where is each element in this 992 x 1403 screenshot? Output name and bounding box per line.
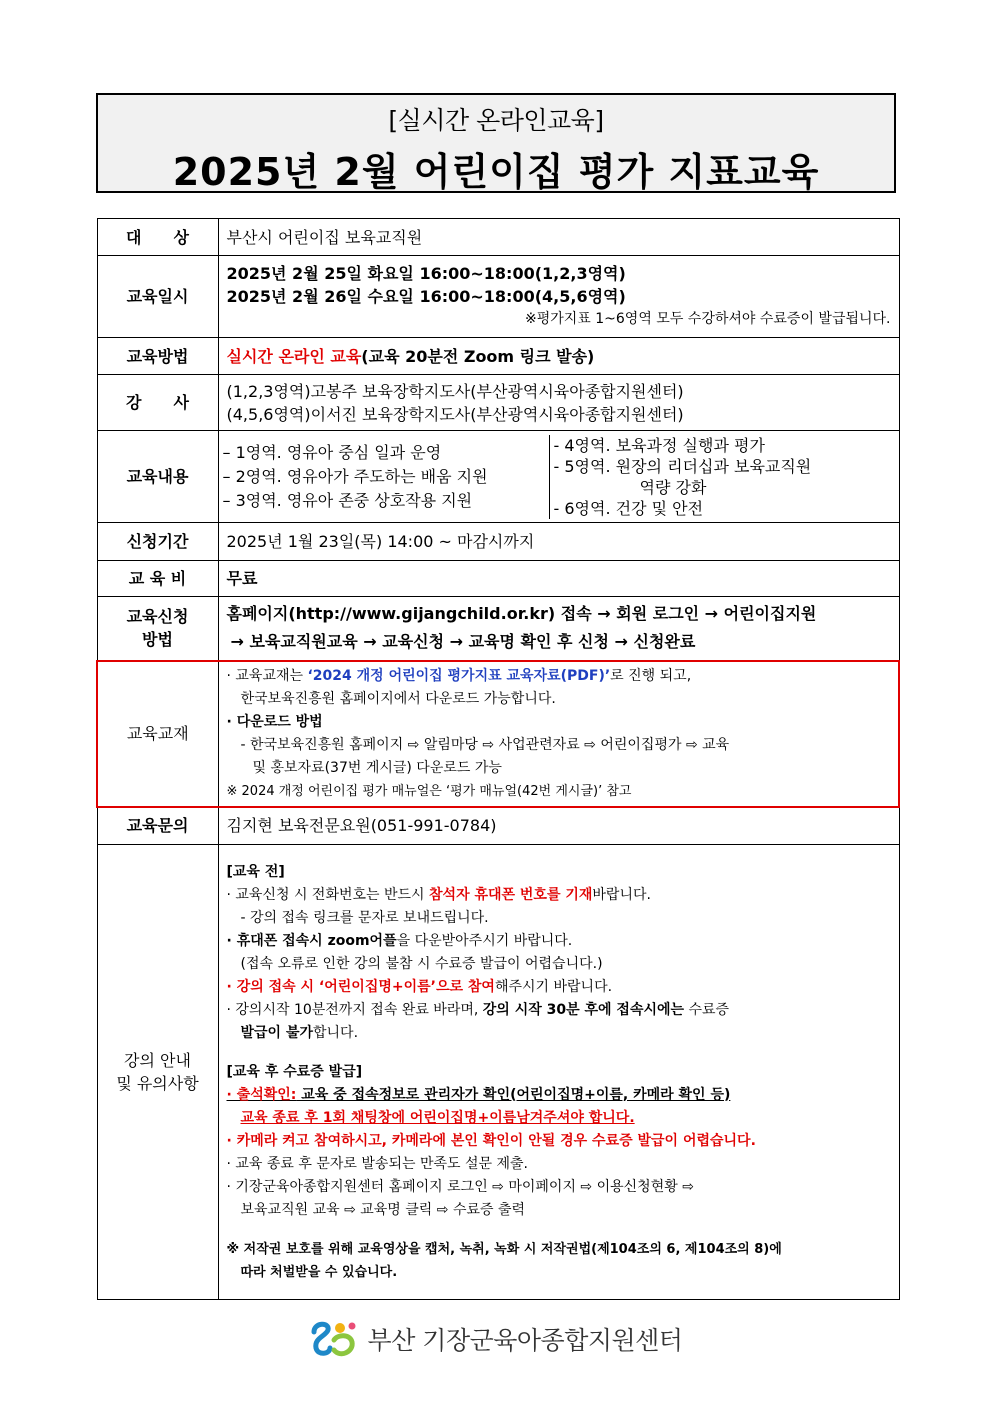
notice-b1c: 바랍니다. bbox=[592, 886, 651, 903]
value-fee: 무료 bbox=[218, 561, 899, 597]
label-method: 교육방법 bbox=[97, 338, 218, 375]
notice-c1: ※ 저작권 보호를 위해 교육영상을 캡처, 녹취, 녹화 시 저작권법(제104조의 6, 제104조의 8)에 bbox=[226, 1241, 782, 1257]
material-pdf-title: ‘2024 개정 어린이집 평가지표 교육자료(PDF)’ bbox=[307, 667, 611, 684]
date-note: ※평가지표 1~6영역 모두 수강하셔야 수료증이 발급됩니다. bbox=[524, 311, 891, 327]
label-period: 신청기간 bbox=[97, 523, 218, 561]
label-target: 대 상 bbox=[97, 219, 218, 256]
label-date: 교육일시 bbox=[97, 256, 218, 338]
content-right-3: 역량 강화 bbox=[639, 477, 707, 497]
notice-before-title: [교육 전] bbox=[226, 863, 285, 880]
row-content bbox=[97, 431, 899, 523]
content-right-1: - 4영역. 보육과정 실행과 평가 bbox=[553, 435, 765, 455]
label-contact: 교육문의 bbox=[97, 807, 218, 845]
notice-a4: · 교육 종료 후 문자로 발송되는 만족도 설문 제출. bbox=[226, 1155, 528, 1172]
label-notice-1: 강의 안내 bbox=[124, 1051, 191, 1070]
date-line-1: 2025년 2월 25일 화요일 16:00~18:00(1,2,3영역) bbox=[226, 264, 626, 283]
notice-b3a: · 휴대폰 접속시 zoom어플 bbox=[226, 932, 397, 949]
page-title: 2025년 2월 어린이집 평가 지표교육 bbox=[172, 150, 820, 194]
row-method bbox=[97, 338, 899, 375]
notice-b3b: 을 다운받아주시기 바랍니다. bbox=[396, 932, 573, 949]
notice-a3: · 카메라 켜고 참여하시고, 카메라에 본인 확인이 안될 경우 수료증 발급이 어렵습니다. bbox=[226, 1132, 756, 1149]
content-right-4: - 6영역. 건강 및 안전 bbox=[553, 498, 704, 518]
content-left-3: – 3영역. 영유아 존중 상호작용 지원 bbox=[222, 490, 473, 510]
notice-b7b: 합니다. bbox=[313, 1024, 359, 1041]
lecturer-line-1: (1,2,3영역)고봉주 보육장학지도사(부산광역시육아종합지원센터) bbox=[226, 381, 684, 401]
material-line-6: ※ 2024 개정 어린이집 평가 매뉴얼은 ‘평가 매뉴얼(42번 게시글)’ 참고 bbox=[226, 783, 632, 799]
content-right-2: - 5영역. 원장의 리더십과 보육교직원 bbox=[553, 456, 812, 476]
notice-b1a: · 교육신청 시 전화번호는 반드시 bbox=[226, 886, 430, 903]
row-material bbox=[97, 661, 899, 807]
notice-c2: 따라 처벌받을 수 있습니다. bbox=[240, 1264, 398, 1280]
row-target bbox=[97, 219, 899, 256]
date-line-2: 2025년 2월 26일 수요일 16:00~18:00(4,5,6영역) bbox=[226, 287, 626, 306]
notice-a6: 보육교직원 교육 ⇨ 교육명 클릭 ⇨ 수료증 출력 bbox=[240, 1201, 526, 1218]
notice-b7a: 발급이 불가 bbox=[240, 1024, 313, 1041]
label-notice-2: 및 유의사항 bbox=[116, 1074, 199, 1093]
label-lecturer: 강 사 bbox=[97, 375, 218, 431]
title-box bbox=[96, 93, 896, 193]
row-lecturer bbox=[97, 375, 899, 431]
subtitle: [실시간 온라인교육] bbox=[388, 106, 604, 135]
material-line-4: - 한국보육진흥원 홈페이지 ⇨ 알림마당 ⇨ 사업관련자료 ⇨ 어린이집평가 ⇨ 교육 bbox=[240, 736, 730, 753]
lecturer-line-2: (4,5,6영역)이서진 보육장학지도사(부산광역시육아종합지원센터) bbox=[226, 404, 684, 424]
notice-b4: (접속 오류로 인한 강의 불참 시 수료증 발급이 어렵습니다.) bbox=[240, 955, 603, 972]
material-line-1a: · 교육교재는 bbox=[226, 667, 308, 684]
material-line-1c: 로 진행 되고, bbox=[610, 667, 692, 684]
notice-a1b: 교육 중 접속정보로 관리자가 확인(어린이집명+이름, 카메라 확인 등) bbox=[296, 1086, 731, 1103]
material-line-2: 한국보육진흥원 홈페이지에서 다운로드 가능합니다. bbox=[240, 690, 556, 707]
logo-icon bbox=[310, 1318, 358, 1360]
notice-b1b: 참석자 휴대폰 번호를 기재 bbox=[429, 886, 593, 903]
notice-b5b: 해주시기 바랍니다. bbox=[494, 978, 613, 995]
label-content: 교육내용 bbox=[97, 431, 218, 523]
label-material: 교육교재 bbox=[97, 661, 218, 807]
content-left-1: – 1영역. 영유아 중심 일과 운영 bbox=[222, 442, 442, 462]
content-left-2: – 2영역. 영유아가 주도하는 배움 지원 bbox=[222, 466, 488, 486]
info-table bbox=[96, 218, 900, 1300]
value-contact: 김지현 보육전문요원(051-991-0784) bbox=[218, 807, 899, 845]
row-apply bbox=[97, 597, 899, 661]
notice-a5: · 기장군육아종합지원센터 홈페이지 로그인 ⇨ 마이페이지 ⇨ 이용신청현황 ⇨ bbox=[226, 1178, 694, 1195]
notice-b6a: · 강의시작 10분전까지 접속 완료 바라며, bbox=[226, 1001, 483, 1018]
material-line-3: · 다운로드 방법 bbox=[226, 713, 323, 730]
row-date bbox=[97, 256, 899, 338]
value-period: 2025년 1월 23일(목) 14:00 ~ 마감시까지 bbox=[218, 523, 899, 561]
material-line-5: 및 홍보자료(37번 게시글) 다운로드 가능 bbox=[252, 759, 502, 776]
row-notice bbox=[97, 845, 899, 1300]
row-period bbox=[97, 523, 899, 561]
footer bbox=[0, 1318, 992, 1364]
footer-org: 부산 기장군육아종합지원센터 bbox=[367, 1326, 683, 1355]
label-apply-2: 방법 bbox=[142, 630, 173, 650]
notice-b2: - 강의 접속 링크를 문자로 보내드립니다. bbox=[240, 909, 489, 926]
label-fee: 교 육 비 bbox=[97, 561, 218, 597]
notice-b6c: 수료증 bbox=[684, 1001, 730, 1018]
value-target: 부산시 어린이집 보육교직원 bbox=[218, 219, 899, 256]
apply-line-2: → 보육교직원교육 → 교육신청 → 교육명 확인 후 신청 → 신청완료 bbox=[230, 632, 696, 652]
label-apply-1: 교육신청 bbox=[126, 607, 189, 627]
method-red: 실시간 온라인 교육 bbox=[226, 346, 362, 366]
row-fee bbox=[97, 561, 899, 597]
row-contact bbox=[97, 807, 899, 845]
apply-line-1: 홈페이지(http://www.gijangchild.or.kr) 접속 → 회원 로그인 → 어린이집지원 bbox=[226, 604, 817, 624]
notice-after-title: [교육 후 수료증 발급] bbox=[226, 1063, 363, 1080]
notice-b5a: · 강의 접속 시 ‘어린이집명+이름’으로 참여 bbox=[226, 978, 495, 995]
notice-a2: 교육 종료 후 1회 채팅창에 어린이집명+이름남겨주셔야 합니다. bbox=[240, 1109, 635, 1126]
notice-a1a: · 출석확인: bbox=[226, 1086, 297, 1103]
notice-b6b: 강의 시작 30분 후에 접속시에는 bbox=[482, 1001, 685, 1018]
method-rest: (교육 20분전 Zoom 링크 발송) bbox=[361, 346, 595, 366]
